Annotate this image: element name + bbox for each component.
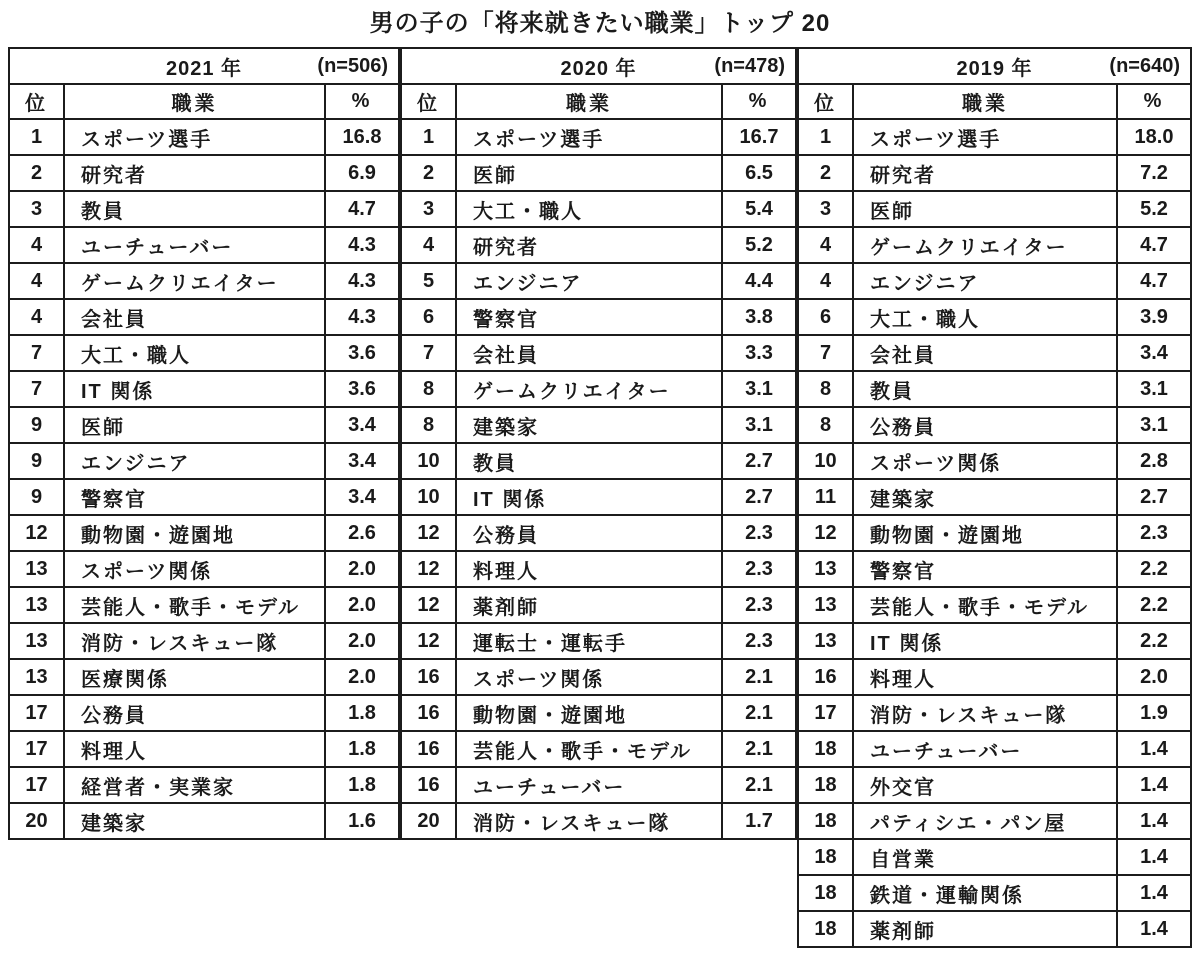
rank-cell: 16 [401, 659, 456, 695]
pct-cell: 1.4 [1117, 803, 1191, 839]
rank-cell: 7 [9, 335, 64, 371]
pct-cell: 1.4 [1117, 731, 1191, 767]
pct-cell: 1.6 [325, 803, 399, 839]
rank-column-header: 位 [401, 84, 456, 119]
pct-cell: 7.2 [1117, 155, 1191, 191]
rank-cell: 1 [401, 119, 456, 155]
pct-cell: 2.3 [722, 587, 796, 623]
sample-size-label: (n=478) [714, 54, 785, 77]
pct-cell: 2.1 [722, 695, 796, 731]
pct-cell: 2.2 [1117, 551, 1191, 587]
job-cell: 消防・レスキュー隊 [64, 623, 325, 659]
pct-cell: 2.0 [1117, 659, 1191, 695]
pct-cell: 3.4 [325, 407, 399, 443]
table-row [798, 119, 1191, 155]
job-cell: IT 関係 [64, 371, 325, 407]
pct-cell: 2.1 [722, 659, 796, 695]
job-cell: スポーツ関係 [853, 443, 1117, 479]
job-cell: 警察官 [64, 479, 325, 515]
pct-cell: 3.4 [325, 479, 399, 515]
job-cell: 動物園・遊園地 [64, 515, 325, 551]
pct-cell: 4.3 [325, 299, 399, 335]
tables-container [8, 47, 1200, 948]
pct-cell: 2.3 [1117, 515, 1191, 551]
rank-cell: 12 [401, 551, 456, 587]
column-header-row [798, 84, 1191, 119]
pct-cell: 1.4 [1117, 767, 1191, 803]
job-cell: 医療関係 [64, 659, 325, 695]
pct-column-header: % [722, 84, 796, 119]
table-row [798, 479, 1191, 515]
pct-cell: 4.7 [1117, 227, 1191, 263]
table-row [9, 623, 399, 659]
rank-cell: 11 [798, 479, 853, 515]
pct-cell: 3.4 [325, 443, 399, 479]
job-column-header: 職業 [64, 84, 325, 119]
job-cell: 公務員 [853, 407, 1117, 443]
pct-cell: 3.3 [722, 335, 796, 371]
pct-column-header: % [1117, 84, 1191, 119]
job-cell: 大工・職人 [456, 191, 722, 227]
rank-cell: 18 [798, 731, 853, 767]
rank-cell: 12 [9, 515, 64, 551]
rank-cell: 16 [401, 695, 456, 731]
rank-cell: 9 [9, 443, 64, 479]
table-row [9, 371, 399, 407]
rank-column-header: 位 [9, 84, 64, 119]
pct-cell: 3.9 [1117, 299, 1191, 335]
job-cell: IT 関係 [456, 479, 722, 515]
table-row [9, 587, 399, 623]
job-cell: 建築家 [853, 479, 1117, 515]
table-row [798, 515, 1191, 551]
table-row [9, 767, 399, 803]
rank-cell: 4 [798, 227, 853, 263]
pct-cell: 3.1 [1117, 407, 1191, 443]
job-cell: 動物園・遊園地 [853, 515, 1117, 551]
pct-cell: 1.4 [1117, 839, 1191, 875]
table-row [798, 623, 1191, 659]
pct-cell: 2.7 [722, 479, 796, 515]
pct-cell: 1.4 [1117, 875, 1191, 911]
table-row [9, 443, 399, 479]
table-row [401, 731, 796, 767]
table-row [798, 299, 1191, 335]
rank-cell: 7 [798, 335, 853, 371]
pct-cell: 3.8 [722, 299, 796, 335]
pct-cell: 4.7 [325, 191, 399, 227]
job-cell: 警察官 [853, 551, 1117, 587]
rank-cell: 6 [401, 299, 456, 335]
pct-cell: 4.7 [1117, 263, 1191, 299]
job-cell: 会社員 [456, 335, 722, 371]
pct-cell: 3.4 [1117, 335, 1191, 371]
rank-cell: 2 [798, 155, 853, 191]
rank-cell: 13 [9, 623, 64, 659]
table-row [401, 407, 796, 443]
job-cell: 消防・レスキュー隊 [456, 803, 722, 839]
job-cell: 研究者 [64, 155, 325, 191]
rank-cell: 4 [798, 263, 853, 299]
job-cell: 公務員 [64, 695, 325, 731]
rank-cell: 18 [798, 803, 853, 839]
job-cell: 運転士・運転手 [456, 623, 722, 659]
table-row [798, 443, 1191, 479]
rank-cell: 8 [798, 407, 853, 443]
pct-cell: 3.6 [325, 371, 399, 407]
table-row [798, 839, 1191, 875]
table-row [401, 767, 796, 803]
table-row [798, 803, 1191, 839]
pct-cell: 2.1 [722, 731, 796, 767]
table-row [401, 299, 796, 335]
year-header-row [401, 48, 796, 84]
job-cell: 建築家 [456, 407, 722, 443]
job-cell: 料理人 [853, 659, 1117, 695]
rank-cell: 9 [9, 479, 64, 515]
table-row [401, 515, 796, 551]
rank-cell: 10 [401, 443, 456, 479]
table-row [9, 515, 399, 551]
table-row [401, 551, 796, 587]
page-title: 男の子の「将来就きたい職業」トップ 20 [369, 10, 831, 37]
table-row [798, 155, 1191, 191]
column-header-row [9, 84, 399, 119]
table-row [798, 335, 1191, 371]
pct-cell: 2.1 [722, 767, 796, 803]
rank-cell: 8 [798, 371, 853, 407]
rank-cell: 16 [798, 659, 853, 695]
rank-cell: 4 [401, 227, 456, 263]
table-row [798, 659, 1191, 695]
job-cell: スポーツ関係 [456, 659, 722, 695]
pct-cell: 3.1 [722, 407, 796, 443]
rank-cell: 17 [9, 695, 64, 731]
table-2021 [8, 47, 400, 840]
rank-cell: 6 [798, 299, 853, 335]
pct-cell: 1.8 [325, 767, 399, 803]
job-cell: 動物園・遊園地 [456, 695, 722, 731]
rank-cell: 17 [9, 767, 64, 803]
job-cell: 教員 [64, 191, 325, 227]
table-row [401, 227, 796, 263]
pct-cell: 1.7 [722, 803, 796, 839]
rank-cell: 10 [798, 443, 853, 479]
pct-cell: 4.4 [722, 263, 796, 299]
year-header-row [9, 48, 399, 84]
job-cell: 消防・レスキュー隊 [853, 695, 1117, 731]
job-cell: 芸能人・歌手・モデル [456, 731, 722, 767]
table-row [401, 119, 796, 155]
pct-cell: 18.0 [1117, 119, 1191, 155]
table-row [798, 371, 1191, 407]
job-column-header: 職業 [853, 84, 1117, 119]
table-body-2019 [798, 119, 1191, 947]
rank-cell: 13 [9, 659, 64, 695]
table-row [798, 875, 1191, 911]
table-row [401, 263, 796, 299]
job-cell: 薬剤師 [456, 587, 722, 623]
table-row [9, 155, 399, 191]
table-2020 [400, 47, 797, 840]
pct-cell: 5.2 [1117, 191, 1191, 227]
table-body-2021 [9, 119, 399, 839]
table-row [401, 695, 796, 731]
rank-cell: 4 [9, 227, 64, 263]
table-row [401, 659, 796, 695]
pct-cell: 2.2 [1117, 587, 1191, 623]
year-label: 2019 年 [956, 57, 1033, 80]
column-header-row [401, 84, 796, 119]
pct-cell: 2.0 [325, 587, 399, 623]
job-cell: 芸能人・歌手・モデル [853, 587, 1117, 623]
rank-cell: 12 [401, 587, 456, 623]
job-cell: 外交官 [853, 767, 1117, 803]
rank-cell: 9 [9, 407, 64, 443]
job-cell: 警察官 [456, 299, 722, 335]
rank-cell: 2 [401, 155, 456, 191]
job-cell: 医師 [853, 191, 1117, 227]
pct-cell: 3.1 [1117, 371, 1191, 407]
table-row [798, 587, 1191, 623]
table-row [401, 587, 796, 623]
pct-cell: 4.3 [325, 263, 399, 299]
table-2019 [797, 47, 1192, 948]
pct-cell: 2.0 [325, 659, 399, 695]
rank-cell: 18 [798, 767, 853, 803]
pct-cell: 2.7 [1117, 479, 1191, 515]
rank-cell: 13 [798, 587, 853, 623]
job-column-header: 職業 [456, 84, 722, 119]
pct-cell: 2.3 [722, 515, 796, 551]
job-cell: 建築家 [64, 803, 325, 839]
rank-cell: 16 [401, 731, 456, 767]
rank-cell: 3 [798, 191, 853, 227]
table-row [401, 803, 796, 839]
job-cell: IT 関係 [853, 623, 1117, 659]
rank-cell: 12 [798, 515, 853, 551]
rank-cell: 18 [798, 911, 853, 947]
pct-cell: 6.5 [722, 155, 796, 191]
job-cell: ゲームクリエイター [456, 371, 722, 407]
job-cell: 教員 [853, 371, 1117, 407]
pct-cell: 1.9 [1117, 695, 1191, 731]
table-row [798, 731, 1191, 767]
job-cell: 大工・職人 [853, 299, 1117, 335]
rank-cell: 2 [9, 155, 64, 191]
table-row [9, 227, 399, 263]
table-row [798, 407, 1191, 443]
rank-cell: 13 [9, 551, 64, 587]
job-cell: エンジニア [64, 443, 325, 479]
table-row [401, 191, 796, 227]
job-cell: 会社員 [64, 299, 325, 335]
table-row [9, 407, 399, 443]
job-cell: 研究者 [456, 227, 722, 263]
job-cell: ゲームクリエイター [64, 263, 325, 299]
pct-cell: 2.3 [722, 623, 796, 659]
table-row [798, 911, 1191, 947]
pct-cell: 6.9 [325, 155, 399, 191]
job-cell: 大工・職人 [64, 335, 325, 371]
rank-cell: 16 [401, 767, 456, 803]
table-row [9, 119, 399, 155]
rank-cell: 18 [798, 839, 853, 875]
rank-cell: 12 [401, 515, 456, 551]
job-cell: スポーツ選手 [64, 119, 325, 155]
pct-cell: 2.3 [722, 551, 796, 587]
year-label: 2020 年 [560, 57, 637, 80]
table-row [9, 803, 399, 839]
job-cell: ユーチューバー [456, 767, 722, 803]
job-cell: 公務員 [456, 515, 722, 551]
pct-cell: 16.8 [325, 119, 399, 155]
rank-cell: 18 [798, 875, 853, 911]
pct-cell: 3.1 [722, 371, 796, 407]
job-cell: 薬剤師 [853, 911, 1117, 947]
year-label: 2021 年 [165, 57, 243, 80]
rank-cell: 10 [401, 479, 456, 515]
pct-cell: 16.7 [722, 119, 796, 155]
pct-cell: 5.4 [722, 191, 796, 227]
rank-cell: 13 [9, 587, 64, 623]
job-cell: 医師 [456, 155, 722, 191]
rank-cell: 5 [401, 263, 456, 299]
rank-cell: 7 [9, 371, 64, 407]
rank-cell: 20 [401, 803, 456, 839]
rank-cell: 12 [401, 623, 456, 659]
job-cell: 会社員 [853, 335, 1117, 371]
job-cell: 教員 [456, 443, 722, 479]
table-row [798, 227, 1191, 263]
pct-cell: 1.8 [325, 695, 399, 731]
rank-cell: 17 [9, 731, 64, 767]
table-row [401, 335, 796, 371]
job-cell: パティシエ・パン屋 [853, 803, 1117, 839]
table-row [9, 191, 399, 227]
rank-cell: 8 [401, 371, 456, 407]
rank-cell: 4 [9, 299, 64, 335]
table-row [401, 479, 796, 515]
table-row [798, 767, 1191, 803]
job-cell: 自営業 [853, 839, 1117, 875]
pct-cell: 2.7 [722, 443, 796, 479]
pct-cell: 2.8 [1117, 443, 1191, 479]
job-cell: エンジニア [456, 263, 722, 299]
rank-cell: 20 [9, 803, 64, 839]
rank-cell: 13 [798, 623, 853, 659]
table-row [401, 371, 796, 407]
job-cell: ユーチューバー [853, 731, 1117, 767]
table-row [9, 731, 399, 767]
job-cell: 研究者 [853, 155, 1117, 191]
job-cell: 料理人 [64, 731, 325, 767]
table-row [9, 299, 399, 335]
year-header-cell [798, 48, 1191, 84]
job-cell: 料理人 [456, 551, 722, 587]
rank-cell: 3 [401, 191, 456, 227]
year-header-cell [9, 48, 399, 84]
rank-cell: 3 [9, 191, 64, 227]
pct-cell: 1.8 [325, 731, 399, 767]
sample-size-label: (n=640) [1109, 54, 1180, 77]
rank-cell: 7 [401, 335, 456, 371]
rank-cell: 13 [798, 551, 853, 587]
job-cell: スポーツ選手 [853, 119, 1117, 155]
job-cell: 医師 [64, 407, 325, 443]
pct-column-header: % [325, 84, 399, 119]
table-row [9, 335, 399, 371]
job-cell: ユーチューバー [64, 227, 325, 263]
job-cell: ゲームクリエイター [853, 227, 1117, 263]
table-row [9, 479, 399, 515]
table-row [401, 623, 796, 659]
table-row [798, 551, 1191, 587]
pct-cell: 2.6 [325, 515, 399, 551]
job-cell: 芸能人・歌手・モデル [64, 587, 325, 623]
table-row [401, 443, 796, 479]
rank-cell: 1 [798, 119, 853, 155]
pct-cell: 3.6 [325, 335, 399, 371]
table-body-2020 [401, 119, 796, 839]
pct-cell: 4.3 [325, 227, 399, 263]
rank-cell: 17 [798, 695, 853, 731]
rank-cell: 8 [401, 407, 456, 443]
table-row [798, 695, 1191, 731]
table-row [9, 659, 399, 695]
table-row [9, 263, 399, 299]
rank-cell: 4 [9, 263, 64, 299]
job-cell: エンジニア [853, 263, 1117, 299]
job-cell: スポーツ選手 [456, 119, 722, 155]
year-header-cell [401, 48, 796, 84]
table-row [9, 551, 399, 587]
rank-column-header: 位 [798, 84, 853, 119]
pct-cell: 2.0 [325, 623, 399, 659]
year-header-row [798, 48, 1191, 84]
table-row [401, 155, 796, 191]
rank-cell: 1 [9, 119, 64, 155]
pct-cell: 2.0 [325, 551, 399, 587]
sample-size-label: (n=506) [317, 54, 388, 77]
pct-cell: 1.4 [1117, 911, 1191, 947]
job-cell: 経営者・実業家 [64, 767, 325, 803]
table-row [9, 695, 399, 731]
job-cell: スポーツ関係 [64, 551, 325, 587]
job-cell: 鉄道・運輸関係 [853, 875, 1117, 911]
pct-cell: 2.2 [1117, 623, 1191, 659]
table-row [798, 191, 1191, 227]
table-row [798, 263, 1191, 299]
pct-cell: 5.2 [722, 227, 796, 263]
